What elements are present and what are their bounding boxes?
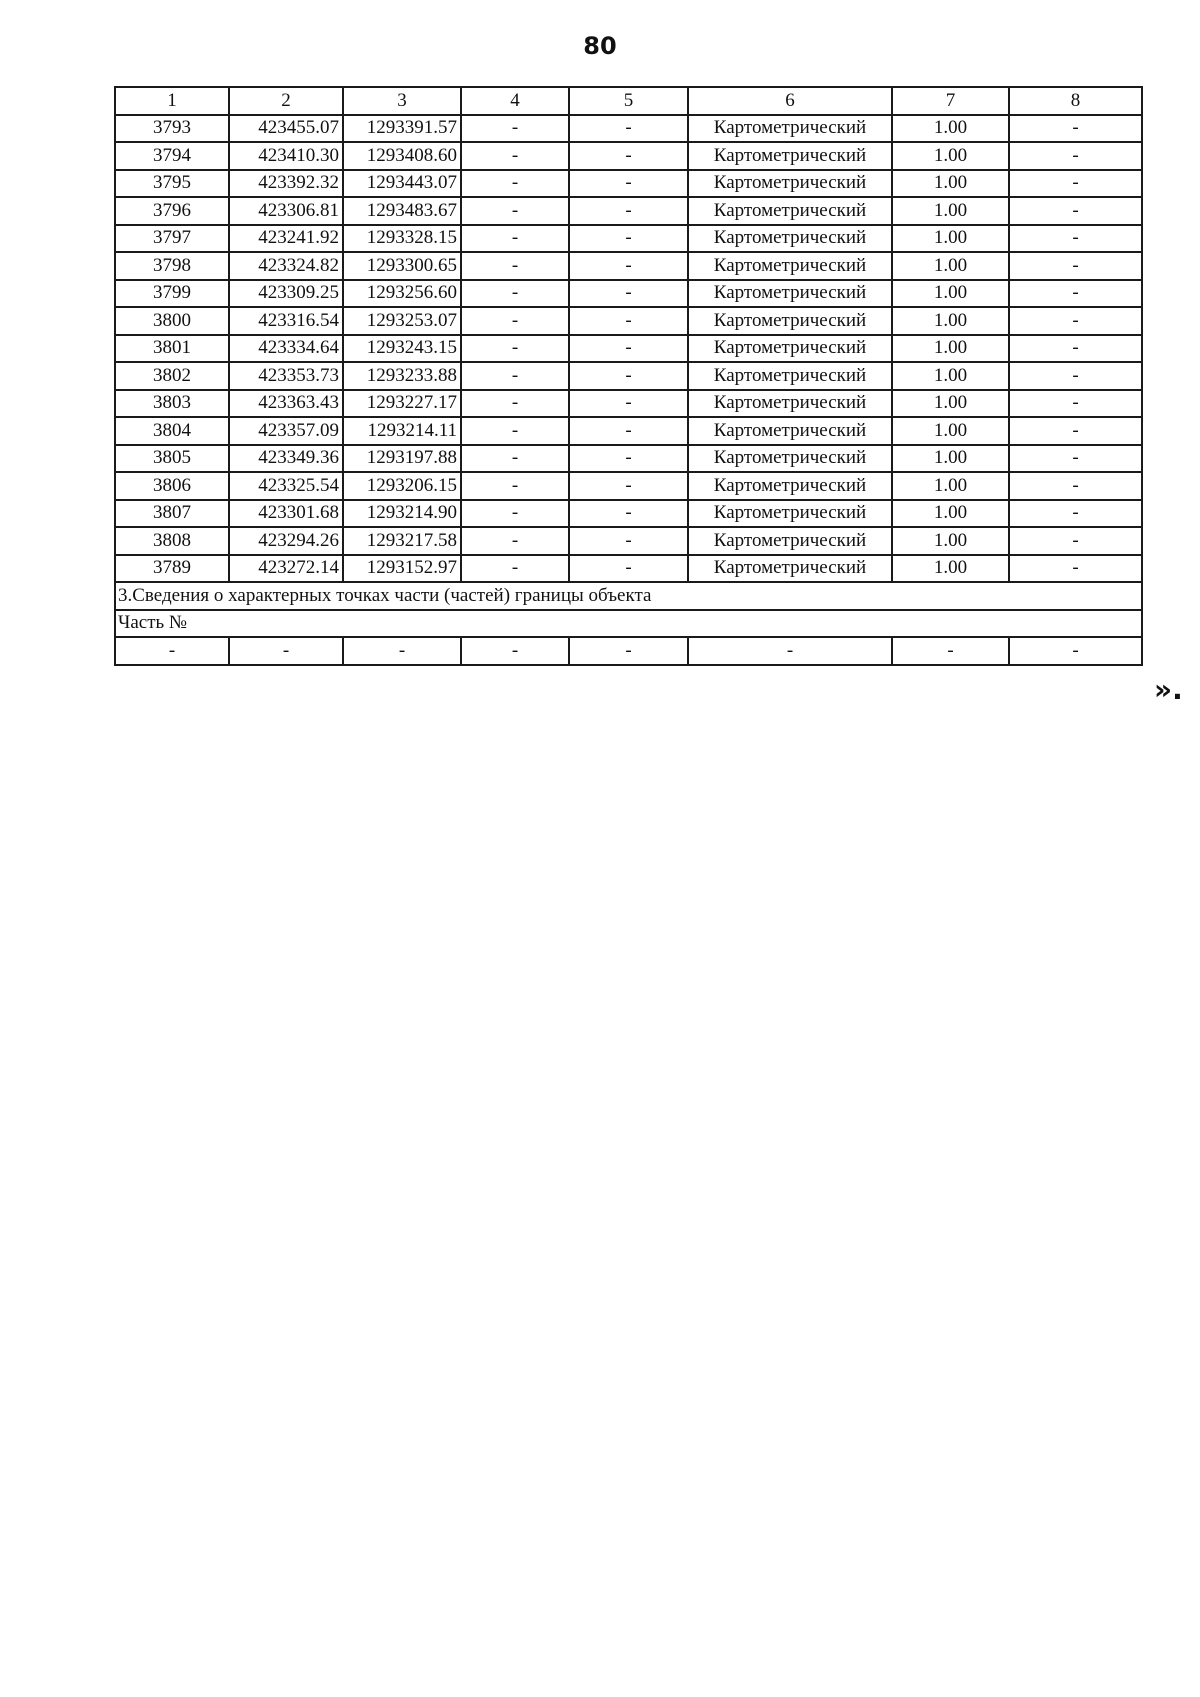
table-row bbox=[115, 472, 1142, 500]
table-cell: 1.00 bbox=[892, 417, 1009, 445]
table-cell: 1293443.07 bbox=[343, 170, 461, 198]
table-row bbox=[115, 197, 1142, 225]
table-cell: 1.00 bbox=[892, 280, 1009, 308]
table-cell: - bbox=[569, 390, 688, 418]
table-cell: - bbox=[569, 142, 688, 170]
table-cell: 423357.09 bbox=[229, 417, 343, 445]
table-cell: 1293227.17 bbox=[343, 390, 461, 418]
table-body bbox=[115, 87, 1142, 665]
table-cell: 3804 bbox=[115, 417, 229, 445]
table-row bbox=[115, 390, 1142, 418]
table-cell: - bbox=[569, 307, 688, 335]
table-cell: Картометрический bbox=[688, 252, 892, 280]
table-cell: 1293214.11 bbox=[343, 417, 461, 445]
table-row bbox=[115, 307, 1142, 335]
table-cell: - bbox=[892, 637, 1009, 665]
table-cell: Картометрический bbox=[688, 390, 892, 418]
table-cell: - bbox=[1009, 472, 1142, 500]
table-cell: - bbox=[461, 197, 569, 225]
table-cell: - bbox=[343, 637, 461, 665]
table-cell: - bbox=[569, 252, 688, 280]
table-cell: - bbox=[461, 225, 569, 253]
table-cell: 1.00 bbox=[892, 170, 1009, 198]
page-number: 80 bbox=[583, 32, 617, 60]
table-cell: - bbox=[1009, 142, 1142, 170]
table-cell: 1.00 bbox=[892, 500, 1009, 528]
table-cell: - bbox=[569, 472, 688, 500]
table-cell: - bbox=[569, 527, 688, 555]
table-cell: 423294.26 bbox=[229, 527, 343, 555]
table-cell: - bbox=[461, 527, 569, 555]
table-cell: Картометрический bbox=[688, 472, 892, 500]
table-cell: - bbox=[1009, 362, 1142, 390]
table-cell: 1293197.88 bbox=[343, 445, 461, 473]
table-row bbox=[115, 142, 1142, 170]
part-label-row bbox=[115, 610, 1142, 638]
table-row bbox=[115, 115, 1142, 143]
table-row bbox=[115, 225, 1142, 253]
table-cell: 1.00 bbox=[892, 142, 1009, 170]
table-cell: - bbox=[569, 637, 688, 665]
table-cell: 423455.07 bbox=[229, 115, 343, 143]
table-row bbox=[115, 445, 1142, 473]
table-cell: 3802 bbox=[115, 362, 229, 390]
table-cell: 3800 bbox=[115, 307, 229, 335]
column-header: 5 bbox=[569, 87, 688, 115]
table-cell: - bbox=[461, 335, 569, 363]
table-cell: - bbox=[569, 197, 688, 225]
column-header: 3 bbox=[343, 87, 461, 115]
table-cell: Картометрический bbox=[688, 280, 892, 308]
column-header: 4 bbox=[461, 87, 569, 115]
coordinates-table bbox=[114, 86, 1143, 666]
table-cell: - bbox=[569, 445, 688, 473]
table-cell: 423410.30 bbox=[229, 142, 343, 170]
table-cell: Картометрический bbox=[688, 527, 892, 555]
closing-quote-mark: ». bbox=[1154, 673, 1183, 706]
column-header: 8 bbox=[1009, 87, 1142, 115]
table-cell: - bbox=[1009, 417, 1142, 445]
table-cell: - bbox=[461, 500, 569, 528]
table-cell: - bbox=[569, 500, 688, 528]
table-cell: - bbox=[1009, 197, 1142, 225]
section-title-row bbox=[115, 582, 1142, 610]
table-cell: 423392.32 bbox=[229, 170, 343, 198]
table-cell: - bbox=[1009, 170, 1142, 198]
table-row bbox=[115, 417, 1142, 445]
table-cell: 1293483.67 bbox=[343, 197, 461, 225]
table-cell: 1.00 bbox=[892, 445, 1009, 473]
table-cell: 1.00 bbox=[892, 335, 1009, 363]
table-cell: 1.00 bbox=[892, 197, 1009, 225]
table-cell: 3798 bbox=[115, 252, 229, 280]
table-cell: 3797 bbox=[115, 225, 229, 253]
table-cell: 1293300.65 bbox=[343, 252, 461, 280]
table-cell: 1.00 bbox=[892, 307, 1009, 335]
table-cell: Картометрический bbox=[688, 170, 892, 198]
table-cell: - bbox=[461, 555, 569, 583]
table-cell: - bbox=[569, 335, 688, 363]
table-row bbox=[115, 527, 1142, 555]
column-header: 7 bbox=[892, 87, 1009, 115]
table-cell: 3808 bbox=[115, 527, 229, 555]
table-row bbox=[115, 555, 1142, 583]
table-cell: - bbox=[461, 362, 569, 390]
table-cell: - bbox=[569, 225, 688, 253]
table-cell: 3807 bbox=[115, 500, 229, 528]
table-cell: 1293391.57 bbox=[343, 115, 461, 143]
table-cell: Картометрический bbox=[688, 555, 892, 583]
table-cell: 3793 bbox=[115, 115, 229, 143]
table-cell: 1293214.90 bbox=[343, 500, 461, 528]
table-cell: - bbox=[461, 115, 569, 143]
table-cell: 1.00 bbox=[892, 252, 1009, 280]
table-cell: - bbox=[1009, 115, 1142, 143]
table-cell: - bbox=[461, 472, 569, 500]
table-cell: Картометрический bbox=[688, 307, 892, 335]
part-label: Часть № bbox=[115, 610, 1142, 638]
table-cell: - bbox=[461, 252, 569, 280]
table-cell: 3799 bbox=[115, 280, 229, 308]
table-cell: - bbox=[1009, 500, 1142, 528]
column-header: 1 bbox=[115, 87, 229, 115]
table-cell: Картометрический bbox=[688, 362, 892, 390]
table-cell: 423324.82 bbox=[229, 252, 343, 280]
table-cell: 3801 bbox=[115, 335, 229, 363]
table-cell: - bbox=[461, 417, 569, 445]
table-cell: - bbox=[229, 637, 343, 665]
table-cell: 423309.25 bbox=[229, 280, 343, 308]
table-cell: 423353.73 bbox=[229, 362, 343, 390]
table-cell: 1.00 bbox=[892, 115, 1009, 143]
table-cell: 3795 bbox=[115, 170, 229, 198]
table-cell: - bbox=[115, 637, 229, 665]
table-cell: 423301.68 bbox=[229, 500, 343, 528]
table-cell: - bbox=[461, 170, 569, 198]
table-cell: 1293217.58 bbox=[343, 527, 461, 555]
table-cell: 423306.81 bbox=[229, 197, 343, 225]
column-header: 2 bbox=[229, 87, 343, 115]
table-cell: Картометрический bbox=[688, 225, 892, 253]
table-row bbox=[115, 252, 1142, 280]
table-cell: 1.00 bbox=[892, 362, 1009, 390]
table-cell: 3794 bbox=[115, 142, 229, 170]
table-cell: - bbox=[1009, 280, 1142, 308]
table-cell: - bbox=[688, 637, 892, 665]
table-cell: - bbox=[1009, 390, 1142, 418]
table-cell: - bbox=[569, 115, 688, 143]
table-cell: - bbox=[461, 445, 569, 473]
table-cell: 3789 bbox=[115, 555, 229, 583]
table-cell: 3806 bbox=[115, 472, 229, 500]
table-cell: - bbox=[1009, 637, 1142, 665]
table-cell: 423334.64 bbox=[229, 335, 343, 363]
table-cell: - bbox=[1009, 527, 1142, 555]
table-cell: 423316.54 bbox=[229, 307, 343, 335]
table-cell: 1293253.07 bbox=[343, 307, 461, 335]
table-row bbox=[115, 500, 1142, 528]
table-cell: 3796 bbox=[115, 197, 229, 225]
table-cell: 423325.54 bbox=[229, 472, 343, 500]
table-cell: - bbox=[1009, 555, 1142, 583]
table-cell: 1.00 bbox=[892, 225, 1009, 253]
table-cell: - bbox=[1009, 307, 1142, 335]
table-cell: 423363.43 bbox=[229, 390, 343, 418]
table-cell: 1293233.88 bbox=[343, 362, 461, 390]
table-cell: 1293152.97 bbox=[343, 555, 461, 583]
table-row bbox=[115, 362, 1142, 390]
table-cell: 1293256.60 bbox=[343, 280, 461, 308]
table-cell: - bbox=[569, 417, 688, 445]
table-cell: Картометрический bbox=[688, 197, 892, 225]
table-header-row bbox=[115, 87, 1142, 115]
table-row bbox=[115, 335, 1142, 363]
table-cell: 1.00 bbox=[892, 555, 1009, 583]
table-cell: - bbox=[461, 390, 569, 418]
table-cell: 423272.14 bbox=[229, 555, 343, 583]
table-cell: - bbox=[1009, 335, 1142, 363]
table-cell: - bbox=[461, 307, 569, 335]
table-cell: Картометрический bbox=[688, 115, 892, 143]
table-cell: Картометрический bbox=[688, 335, 892, 363]
table-cell: Картометрический bbox=[688, 500, 892, 528]
table-cell: - bbox=[1009, 445, 1142, 473]
table-row bbox=[115, 280, 1142, 308]
table-cell: 1.00 bbox=[892, 472, 1009, 500]
part-row bbox=[115, 637, 1142, 665]
table-cell: - bbox=[569, 280, 688, 308]
table-cell: 1293328.15 bbox=[343, 225, 461, 253]
table-cell: Картометрический bbox=[688, 142, 892, 170]
table-cell: Картометрический bbox=[688, 445, 892, 473]
table-cell: 1293206.15 bbox=[343, 472, 461, 500]
table-cell: - bbox=[569, 362, 688, 390]
table-cell: 1.00 bbox=[892, 527, 1009, 555]
table-row bbox=[115, 170, 1142, 198]
table-cell: - bbox=[461, 637, 569, 665]
table-cell: 423241.92 bbox=[229, 225, 343, 253]
table-cell: 1293408.60 bbox=[343, 142, 461, 170]
table-cell: - bbox=[569, 555, 688, 583]
table-cell: - bbox=[1009, 252, 1142, 280]
table-cell: 3803 bbox=[115, 390, 229, 418]
table-cell: 423349.36 bbox=[229, 445, 343, 473]
table-cell: 1293243.15 bbox=[343, 335, 461, 363]
table-cell: - bbox=[1009, 225, 1142, 253]
column-header: 6 bbox=[688, 87, 892, 115]
table-cell: - bbox=[461, 142, 569, 170]
table-cell: 3805 bbox=[115, 445, 229, 473]
table-cell: 1.00 bbox=[892, 390, 1009, 418]
table-cell: Картометрический bbox=[688, 417, 892, 445]
table-cell: - bbox=[461, 280, 569, 308]
section-title: 3.Сведения о характерных точках части (частей) границы объекта bbox=[115, 582, 1142, 610]
table-cell: - bbox=[569, 170, 688, 198]
